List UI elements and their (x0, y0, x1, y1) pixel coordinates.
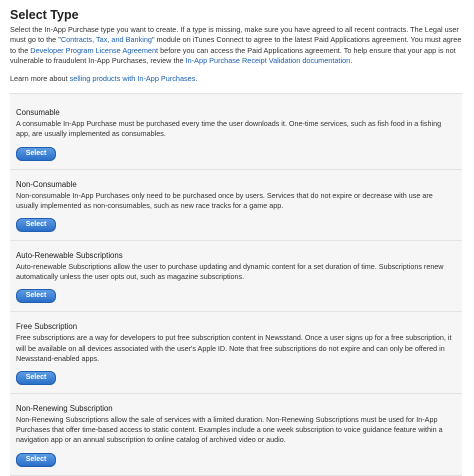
option-name: Consumable (16, 108, 60, 118)
option-auto-renewable (10, 240, 462, 311)
receipt-validation-doc-link[interactable]: In-App Purchase Receipt Validation documentation (185, 55, 351, 65)
intro-text: Select the In-App Purchase type you want to create. If a type is missing, make sure you have agreed to all recent contracts. The Legal user must go to the "Contracts, Tax, and Banking" module on iTunes Connect to agree to the latest Paid Applications agreement. You must agree to the Developer Program License Agreement before you can access the Paid Applications agreement. To help ensure that your app is not vulnerable to fraudulent In-App Purchases, review the In-App Purchase Receipt Validation documentation. (10, 25, 462, 65)
option-description: Auto-renewable Subscriptions allow the user to purchase updating and dynamic content for a set duration of time. Subscriptions renew automatically unless the user opts out, such as magazine subscriptions. (16, 262, 444, 282)
option-non-renewing (10, 393, 462, 475)
select-free-subscription-button[interactable]: Select (16, 371, 56, 385)
developer-license-agreement-link[interactable]: Developer Program License Agreement (30, 45, 159, 55)
option-consumable (10, 98, 462, 168)
select-consumable-button[interactable]: Select (16, 147, 56, 161)
page-title: Select Type (10, 8, 79, 22)
option-name: Free Subscription (16, 322, 78, 332)
option-description: Non-consumable In-App Purchases only need to be purchased once by users. Services that do not expire or decrease with use are usually implemented as non-consumables, such as new race tracks for a game app. (16, 190, 433, 210)
learn-more-text: Learn more about selling products with In-App Purchases. (10, 74, 198, 84)
option-name: Auto-Renewable Subscriptions (16, 251, 123, 260)
option-non-consumable (10, 169, 462, 240)
type-options-panel (10, 93, 462, 475)
option-name: Non-Consumable (16, 179, 77, 189)
selling-products-link[interactable]: selling products with In-App Purchases (69, 74, 196, 84)
select-non-consumable-button[interactable]: Select (16, 218, 56, 232)
option-free-subscription (10, 311, 462, 393)
select-auto-renewable-button[interactable]: Select (16, 289, 56, 303)
select-non-renewing-button[interactable]: Select (16, 453, 56, 467)
option-description: Non-Renewing Subscriptions allow the sale of services with a limited duration. Non-Renewing Subscriptions must be used for In-App Purchases that offer time-based access to static content. Examples include a one week subscription to voice guidance feature within a navigation app or an annual subscription to online catalog of archived video or audio. (16, 415, 443, 445)
option-description: Free subscriptions are a way for developers to put free subscription content in Newsstand. Once a user signs up for a free subscription, it will be available on all devices associated with the user's Apple ID. Note that free subscriptions do not expire and can only be offered in Newsstand-enabled apps. (16, 333, 452, 363)
option-name: Non-Renewing Subscription (16, 404, 113, 414)
contracts-tax-banking-link[interactable]: Contracts, Tax, and Banking (60, 35, 152, 45)
option-description: A consumable In-App Purchase must be purchased every time the user downloads it. One-time services, such as fish food in a fishing app, are usually implemented as consumables. (16, 119, 442, 139)
